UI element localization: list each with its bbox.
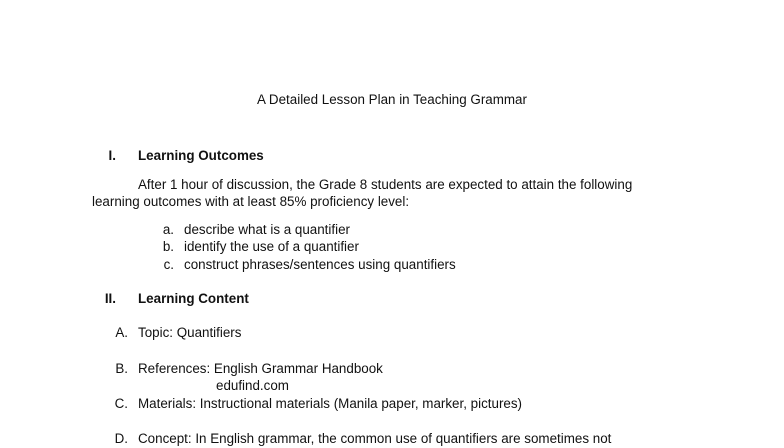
content-b-letter: B. xyxy=(115,361,128,376)
document-title: A Detailed Lesson Plan in Teaching Grammar xyxy=(257,92,527,107)
objective-a-text: describe what is a quantifier xyxy=(184,222,350,237)
content-c-letter: C. xyxy=(114,396,128,411)
content-d-letter: D. xyxy=(114,431,128,446)
section-2-numeral: II. xyxy=(104,291,116,306)
objective-c-letter: c. xyxy=(163,257,174,272)
section-1-numeral: I. xyxy=(108,148,116,163)
content-a-text: Topic: Quantifiers xyxy=(138,325,242,340)
content-b-continuation: edufind.com xyxy=(216,378,289,393)
outcomes-paragraph-line-1: After 1 hour of discussion, the Grade 8 students are expected to attain the following xyxy=(138,177,633,192)
section-1-heading: Learning Outcomes xyxy=(138,148,264,163)
content-b-text: References: English Grammar Handbook xyxy=(138,361,383,376)
objective-a-letter: a. xyxy=(162,222,174,237)
objective-c-text: construct phrases/sentences using quantifiers xyxy=(184,257,456,272)
objective-b-text: identify the use of a quantifier xyxy=(184,239,359,254)
objective-b-letter: b. xyxy=(162,239,174,254)
content-d-text: Concept: In English grammar, the common use of quantifiers are sometimes not xyxy=(138,431,612,446)
content-a-letter: A. xyxy=(115,325,128,340)
section-2-heading: Learning Content xyxy=(138,291,249,306)
outcomes-paragraph-line-2: learning outcomes with at least 85% proficiency level: xyxy=(92,194,410,209)
content-c-text: Materials: Instructional materials (Manila paper, marker, pictures) xyxy=(138,396,523,411)
